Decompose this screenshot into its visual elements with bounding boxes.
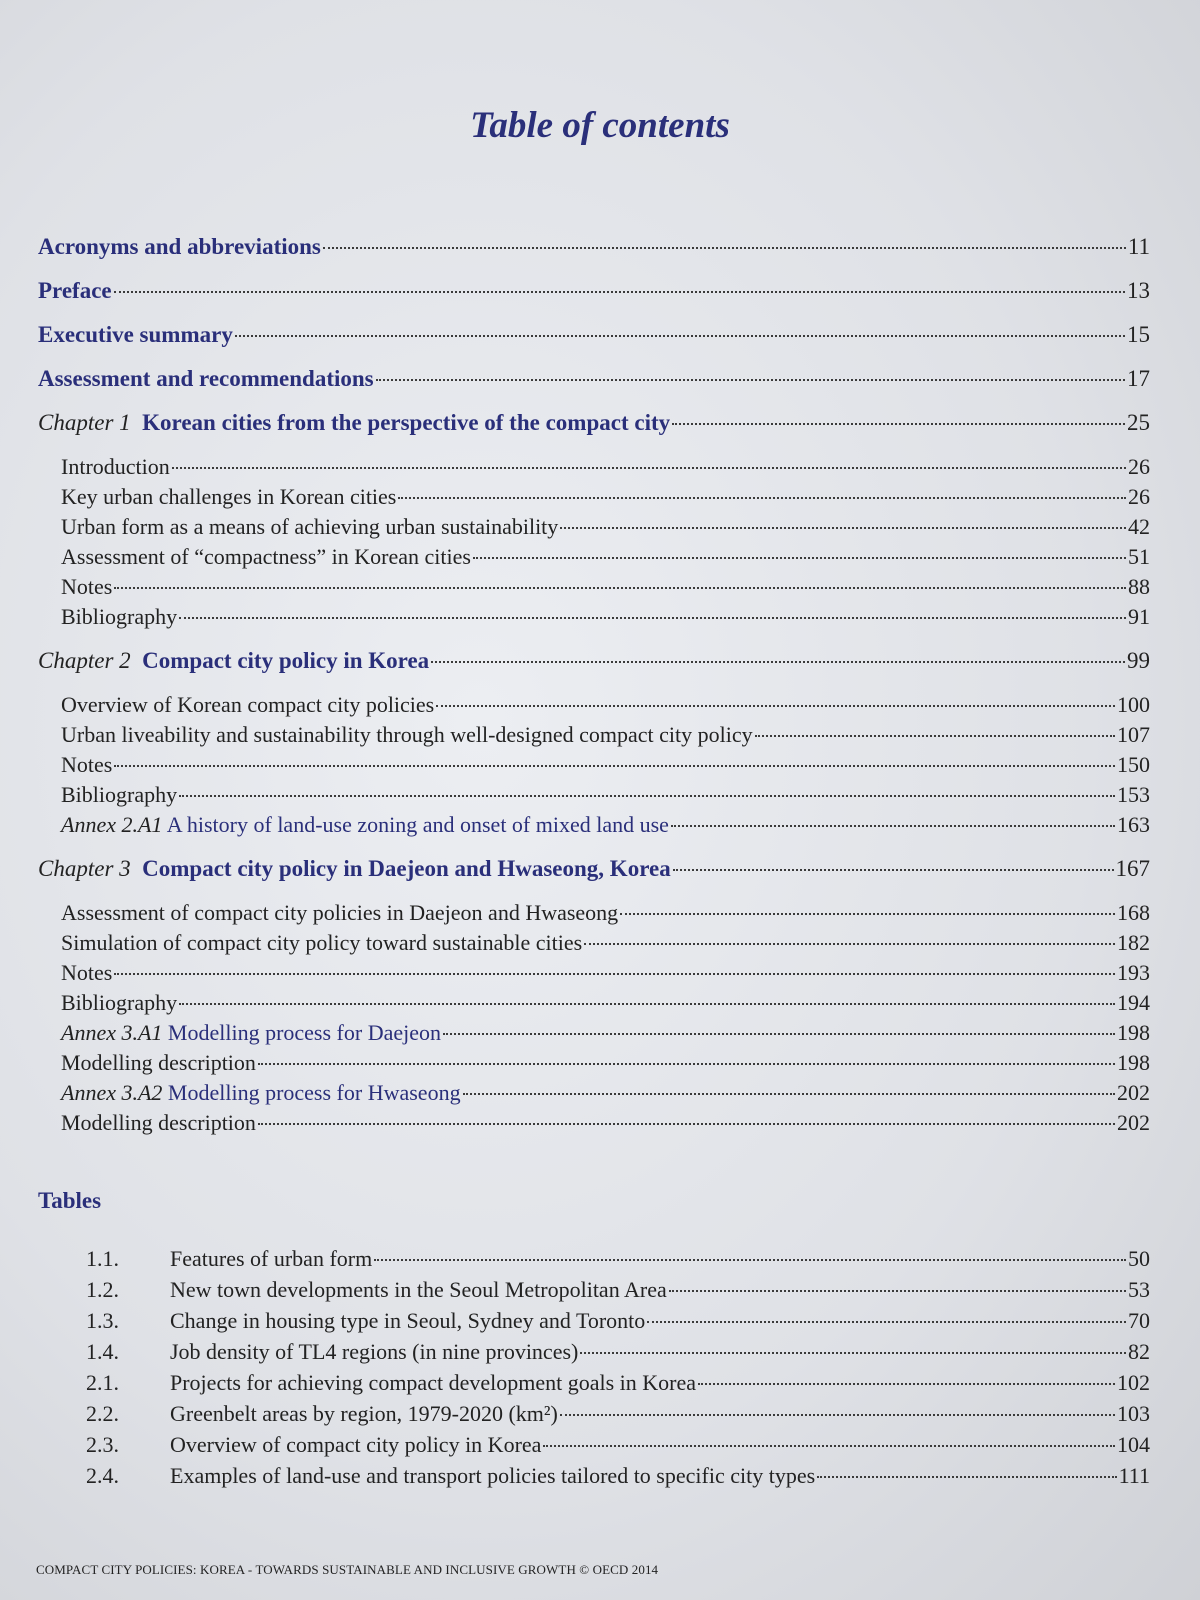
toc-entry-preface[interactable] [38, 278, 1150, 322]
table-title: Overview of compact city policy in Korea [170, 1432, 542, 1457]
toc-page-number: 202 [1117, 1110, 1150, 1135]
table-number: 2.3. [86, 1432, 119, 1457]
dot-leader [647, 1321, 1126, 1323]
toc-entry-label: Modelling description [61, 1110, 256, 1135]
chapter-prefix: Chapter 1 [38, 410, 131, 435]
toc-subentry[interactable] [38, 1050, 1150, 1080]
annex-prefix: Annex 2.A1 [61, 812, 163, 837]
dot-leader [463, 1093, 1115, 1095]
dot-leader [374, 1259, 1126, 1261]
toc-subentry[interactable] [38, 930, 1150, 960]
table-entry[interactable] [86, 1339, 1150, 1370]
dot-leader [443, 1033, 1115, 1035]
annex-prefix: Annex 3.A2 [61, 1080, 163, 1105]
dot-leader [673, 869, 1114, 871]
annex-prefix: Annex 3.A1 [61, 1020, 163, 1045]
table-entry[interactable] [86, 1246, 1150, 1277]
page-title: Table of contents [470, 105, 730, 146]
toc-page-number: 70 [1128, 1308, 1150, 1333]
toc-subentry[interactable] [38, 544, 1150, 574]
annex-title: A history of land-use zoning and onset of mixed land use [166, 812, 669, 837]
toc-entry-label: Bibliography [61, 604, 178, 629]
toc-entry-label: Key urban challenges in Korean cities [61, 484, 397, 509]
toc-page-number: 50 [1128, 1246, 1150, 1271]
toc-page-number: 17 [1127, 366, 1150, 391]
dot-leader [376, 379, 1125, 381]
toc-annex-entry[interactable] [38, 1080, 1150, 1110]
toc-page-number: 82 [1128, 1339, 1150, 1364]
dot-leader [179, 617, 1126, 619]
tables-list [86, 1246, 1150, 1494]
toc-page-number: 198 [1117, 1020, 1150, 1045]
dot-leader [179, 1003, 1115, 1005]
toc-page-number: 182 [1117, 930, 1150, 955]
table-number: 2.4. [86, 1463, 119, 1488]
toc-entry-label: Urban form as a means of achieving urban sustainability [61, 514, 559, 539]
toc-subentry[interactable] [38, 574, 1150, 604]
dot-leader [560, 527, 1126, 529]
toc-subentry[interactable] [38, 692, 1150, 722]
table-title: Job density of TL4 regions (in nine provinces) [170, 1339, 579, 1364]
toc-list [38, 234, 1150, 1140]
toc-subentry[interactable] [38, 484, 1150, 514]
toc-subentry[interactable] [38, 722, 1150, 752]
chapter-title: Compact city policy in Daejeon and Hwaseong, Korea [142, 856, 671, 881]
toc-entry-executive-summary[interactable] [38, 322, 1150, 366]
toc-entry-label: Bibliography [61, 782, 178, 807]
toc-page-number: 150 [1117, 752, 1150, 777]
toc-subentry[interactable] [38, 990, 1150, 1020]
toc-entry-label: Preface [38, 278, 112, 303]
toc-entry-label: Simulation of compact city policy toward sustainable cities [61, 930, 583, 955]
dot-leader [436, 705, 1115, 707]
toc-subentry[interactable] [38, 900, 1150, 930]
toc-page-number: 91 [1128, 604, 1150, 629]
table-entry[interactable] [86, 1432, 1150, 1463]
chapter-prefix: Chapter 3 [38, 856, 131, 881]
dot-leader [114, 291, 1125, 293]
toc-chapter-2[interactable] [38, 648, 1150, 692]
toc-page-number: 99 [1127, 648, 1150, 673]
toc-entry-label [61, 1020, 441, 1046]
dot-leader [698, 1383, 1115, 1385]
chapter-title: Korean cities from the perspective of the compact city [142, 410, 671, 435]
dot-leader [755, 735, 1115, 737]
dot-leader [671, 825, 1115, 827]
toc-subentry[interactable] [38, 1110, 1150, 1140]
toc-entry-label [61, 1080, 461, 1106]
toc-page-number: 167 [1115, 856, 1150, 881]
dot-leader [431, 661, 1125, 663]
dot-leader [473, 557, 1126, 559]
toc-subentry[interactable] [38, 960, 1150, 990]
toc-page-number: 198 [1117, 1050, 1150, 1075]
chapter-heading [38, 410, 670, 436]
toc-entry-acronyms[interactable] [38, 234, 1150, 278]
toc-entry-label: Urban liveability and sustainability through well-designed compact city policy [61, 722, 753, 747]
table-title: Greenbelt areas by region, 1979-2020 (km²) [170, 1401, 558, 1426]
toc-page-number: 11 [1127, 234, 1150, 259]
toc-page-number: 25 [1127, 410, 1150, 435]
toc-page-number: 88 [1128, 574, 1150, 599]
dot-leader [258, 1123, 1115, 1125]
tables-heading: Tables [38, 1188, 102, 1213]
toc-page-number: 53 [1128, 1277, 1150, 1302]
toc-page-number: 102 [1117, 1370, 1150, 1395]
toc-page-number: 103 [1117, 1401, 1150, 1426]
toc-page-number: 193 [1117, 960, 1150, 985]
toc-entry-label: Modelling description [61, 1050, 256, 1075]
toc-entry-label: Introduction [61, 454, 170, 479]
dot-leader [172, 467, 1126, 469]
toc-subentry[interactable] [38, 752, 1150, 782]
dot-leader [620, 913, 1115, 915]
dot-leader [114, 587, 1126, 589]
toc-entry-label: Assessment and recommendations [38, 366, 374, 391]
toc-entry-label: Acronyms and abbreviations [38, 234, 321, 259]
toc-page-number: 168 [1117, 900, 1150, 925]
dot-leader [580, 1352, 1126, 1354]
toc-page-number: 26 [1128, 484, 1150, 509]
table-number: 1.4. [86, 1339, 119, 1364]
dot-leader [584, 943, 1115, 945]
dot-leader [398, 497, 1126, 499]
toc-page-number: 153 [1117, 782, 1150, 807]
dot-leader [669, 1290, 1126, 1292]
toc-entry-label: Notes [61, 574, 113, 599]
toc-annex-entry[interactable] [38, 1020, 1150, 1050]
toc-subentry[interactable] [38, 514, 1150, 544]
toc-page-number: 194 [1117, 990, 1150, 1015]
toc-page-number: 51 [1128, 544, 1150, 569]
table-entry[interactable] [86, 1277, 1150, 1308]
dot-leader [235, 335, 1125, 337]
annex-title: Modelling process for Hwaseong [167, 1080, 461, 1105]
dot-leader [258, 1063, 1115, 1065]
toc-entry-label: Bibliography [61, 990, 178, 1015]
dot-leader [560, 1414, 1115, 1416]
toc-subentry[interactable] [38, 604, 1150, 634]
chapter-title: Compact city policy in Korea [142, 648, 430, 673]
page-footer: COMPACT CITY POLICIES: KOREA - TOWARDS SUSTAINABLE AND INCLUSIVE GROWTH © OECD 2014 [36, 1562, 659, 1577]
dot-leader [179, 795, 1115, 797]
table-title: Change in housing type in Seoul, Sydney and Toronto [170, 1308, 646, 1333]
chapter-heading [38, 648, 429, 674]
table-entry[interactable] [86, 1401, 1150, 1432]
toc-page-number: 100 [1117, 692, 1150, 717]
toc-page-number: 15 [1127, 322, 1150, 347]
table-title: Projects for achieving compact development goals in Korea [170, 1370, 696, 1395]
toc-chapter-3[interactable] [38, 856, 1150, 900]
table-title: New town developments in the Seoul Metropolitan Area [170, 1277, 667, 1302]
chapter-prefix: Chapter 2 [38, 648, 131, 673]
table-title: Examples of land-use and transport policies tailored to specific city types [170, 1463, 816, 1488]
dot-leader [323, 247, 1126, 249]
toc-entry-assessment[interactable] [38, 366, 1150, 410]
toc-page-number: 163 [1117, 812, 1150, 837]
dot-leader [543, 1445, 1115, 1447]
toc-entry-label: Overview of Korean compact city policies [61, 692, 435, 717]
toc-page-number: 202 [1117, 1080, 1150, 1105]
toc-page-number: 104 [1117, 1432, 1150, 1457]
table-entry[interactable] [86, 1370, 1150, 1401]
table-entry[interactable] [86, 1463, 1150, 1494]
table-number: 1.1. [86, 1246, 119, 1271]
dot-leader [672, 423, 1125, 425]
table-entry[interactable] [86, 1308, 1150, 1339]
toc-entry-label: Executive summary [38, 322, 233, 347]
toc-entry-label: Notes [61, 960, 113, 985]
toc-entry-label: Assessment of compact city policies in Daejeon and Hwaseong [61, 900, 619, 925]
toc-entry-label: Notes [61, 752, 113, 777]
toc-page-number: 26 [1128, 454, 1150, 479]
annex-title: Modelling process for Daejeon [167, 1020, 441, 1045]
toc-page-number: 111 [1118, 1463, 1150, 1488]
table-number: 1.2. [86, 1277, 119, 1302]
table-number: 2.2. [86, 1401, 119, 1426]
dot-leader [817, 1476, 1116, 1478]
toc-page-number: 107 [1117, 722, 1150, 747]
table-number: 2.1. [86, 1370, 119, 1395]
dot-leader [114, 765, 1115, 767]
toc-page-number: 13 [1127, 278, 1150, 303]
toc-entry-label [61, 812, 669, 838]
table-title: Features of urban form [170, 1246, 373, 1271]
dot-leader [114, 973, 1115, 975]
toc-page-number: 42 [1128, 514, 1150, 539]
toc-subentry[interactable] [38, 454, 1150, 484]
chapter-heading [38, 856, 671, 882]
toc-chapter-1[interactable] [38, 410, 1150, 454]
table-number: 1.3. [86, 1308, 119, 1333]
toc-subentry[interactable] [38, 782, 1150, 812]
toc-entry-label: Assessment of “compactness” in Korean cities [61, 544, 471, 569]
toc-annex-entry[interactable] [38, 812, 1150, 842]
